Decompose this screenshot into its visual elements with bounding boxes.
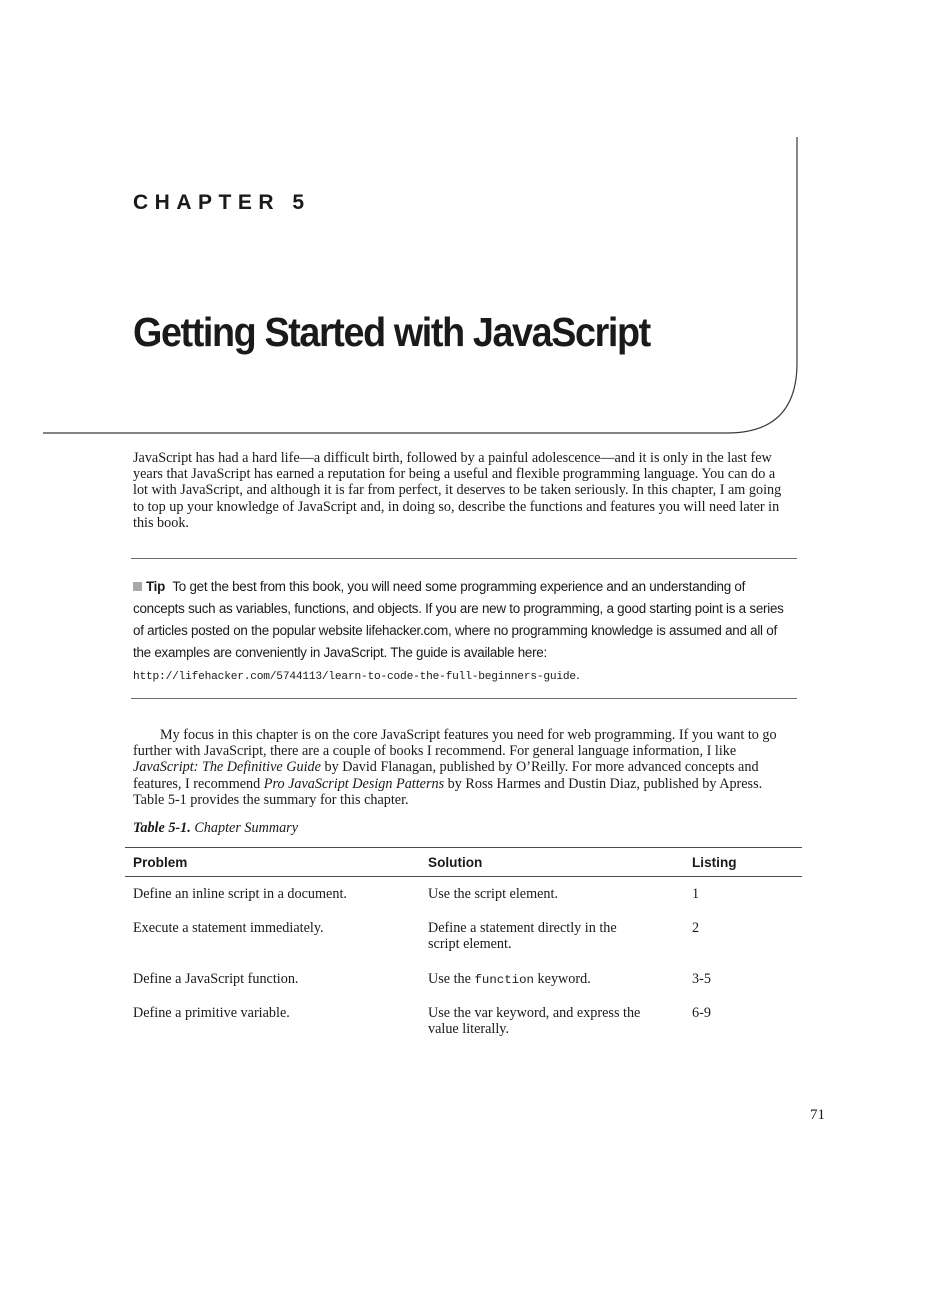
tip-top-rule <box>131 558 797 559</box>
chapter-label: CHAPTER 5 <box>133 191 311 214</box>
table-caption <box>133 819 298 837</box>
table-cell-listing: 3-5 <box>692 971 711 987</box>
table-top-rule <box>125 847 802 848</box>
table-cell-solution-text: Use the <box>428 971 475 987</box>
table-header-problem: Problem <box>133 855 188 870</box>
intro-paragraph <box>133 450 793 531</box>
intro-line: seriously. In this chapter, I am going to top up your knowledge of JavaScript and, in doing so, describe <box>133 482 782 515</box>
tip-url-suffix: . <box>575 667 580 682</box>
table-cell-listing: 1 <box>692 886 700 902</box>
chapter-frame-line <box>0 0 925 440</box>
table-cell-problem: Define a JavaScript function. <box>133 971 299 987</box>
table-cell-solution <box>428 971 673 988</box>
focus-line: want to go further with JavaScript, there are a couple of books I recommend. For general language <box>133 727 777 760</box>
tip-line: concepts such as variables, functions, and objects. If you are new to programming, a good starting point is a <box>133 601 746 616</box>
focus-paragraph <box>133 727 793 808</box>
table-caption-number: Table 5-1. <box>133 820 191 836</box>
table-header-solution: Solution <box>428 855 483 870</box>
table-cell-listing: 2 <box>692 920 700 936</box>
intro-line: last few years that JavaScript has earned a reputation for being a useful and flexible programming <box>133 450 772 483</box>
table-cell-solution: Define a statement directly in the script element. <box>428 920 617 953</box>
table-caption-title: Chapter Summary <box>190 820 298 836</box>
focus-line: advanced concepts and features, I recommend <box>133 759 759 792</box>
focus-line: information, I like <box>632 743 737 760</box>
chapter-title: Getting Started with JavaScript <box>133 309 650 355</box>
chapter-opener-frame <box>0 0 925 440</box>
focus-line: My focus in this chapter is on the core JavaScript features you need for web programming. If you <box>160 727 714 743</box>
tip-line: series of articles posted on the popular website lifehacker.com, where no programming knowledge is assumed <box>133 601 784 638</box>
table-cell-problem: Execute a statement immediately. <box>133 920 324 936</box>
focus-line: Dustin Diaz, published by Apress. Table 5-1 provides the summary for this chapter. <box>133 775 763 808</box>
focus-line: by Ross Harmes and <box>444 775 565 792</box>
focus-line: by David Flanagan, published by O’Reilly. For more <box>320 759 625 776</box>
tip-box <box>133 576 797 688</box>
tip-line: To get the best from this book, you will need some programming experience and an understanding of <box>172 579 746 594</box>
table-cell-listing: 6-9 <box>692 1005 711 1021</box>
tip-url-link[interactable]: http://lifehacker.com/5744113/learn-to-code-the-full-beginners-guide <box>133 671 576 683</box>
table-header-rule <box>125 876 802 877</box>
table-cell-problem: Define a primitive variable. <box>133 1005 290 1021</box>
tip-line: and all of the examples are conveniently in JavaScript. The guide is available here: <box>133 623 777 660</box>
code-keyword: function <box>474 973 534 987</box>
tip-bottom-rule <box>131 698 797 699</box>
tip-square-icon <box>133 582 142 591</box>
table-cell-solution: Use the script element. <box>428 886 559 902</box>
table-cell-problem: Define an inline script in a document. <box>133 886 347 902</box>
table-cell-solution: Use the var keyword, and express the value literally. <box>428 1005 641 1038</box>
intro-line: the functions and features you will need later in this book. <box>133 498 780 531</box>
page-number: 71 <box>810 1107 825 1123</box>
table-cell-solution-text: keyword. <box>534 971 591 987</box>
book-title: JavaScript: The Definitive Guide <box>133 759 321 776</box>
tip-label: Tip <box>146 579 166 594</box>
table-header-listing: Listing <box>692 855 737 870</box>
book-title: Pro JavaScript Design Patterns <box>263 775 445 792</box>
intro-line: JavaScript has had a hard life—a difficult birth, followed by a painful adolescence—and it is only in the <box>133 450 724 466</box>
intro-line: language. You can do a lot with JavaScript, and although it is far from perfect, it deserves to be taken <box>133 466 776 499</box>
